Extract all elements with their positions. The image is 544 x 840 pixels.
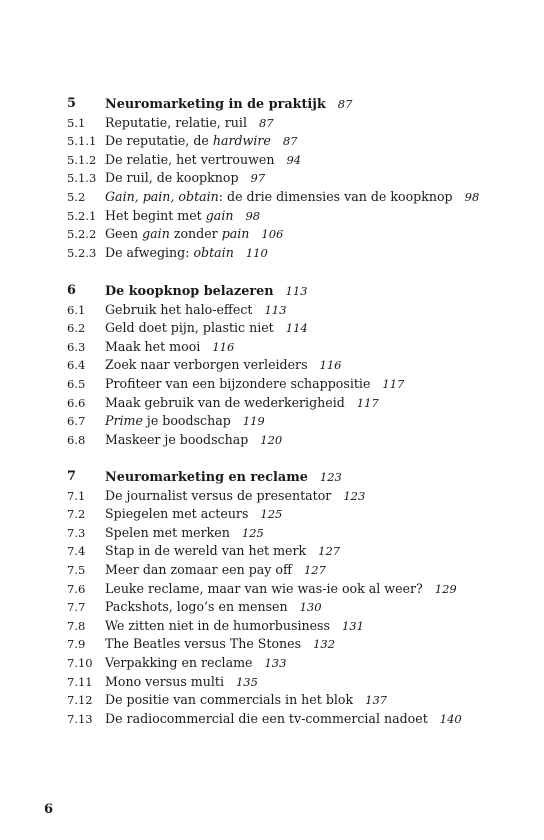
entry-number: 5.2 xyxy=(67,190,86,204)
entry-number: 6.8 xyxy=(67,432,86,447)
entry-title-part: Prime xyxy=(105,413,143,429)
entry-title xyxy=(105,673,258,691)
toc-entry xyxy=(0,580,544,598)
page-number: 6 xyxy=(44,802,54,817)
toc-entry xyxy=(0,412,544,430)
entry-title-part: Stap in de wereld van het merk xyxy=(105,543,307,559)
entry-page-number: 120 xyxy=(260,432,283,447)
entry-page-number: 97 xyxy=(250,171,266,186)
entry-title xyxy=(105,710,462,728)
entry-page-number: 87 xyxy=(258,115,274,130)
entry-title-part: De positie van commercials in het blok xyxy=(105,692,354,708)
entry-page-number: 87 xyxy=(282,134,298,149)
entry-number: 6.3 xyxy=(67,339,86,354)
entry-number: 7.9 xyxy=(67,637,86,652)
chapter-page-number: 123 xyxy=(319,470,342,484)
entry-title-part: gain xyxy=(142,226,170,242)
chapter-number: 7 xyxy=(67,469,76,484)
toc-entry xyxy=(0,617,544,635)
entry-title-part: De radiocommercial die een tv-commercial nadoet xyxy=(105,710,428,726)
toc-entry xyxy=(0,132,544,150)
entry-page-number: 140 xyxy=(439,711,462,726)
entry-number: 7.6 xyxy=(67,581,86,596)
entry-number: 5.1.3 xyxy=(67,171,97,186)
entry-title xyxy=(105,169,265,187)
entry-title-part: Packshots, logo’s en mensen xyxy=(105,599,288,615)
toc-entry xyxy=(0,356,544,374)
entry-page-number: 125 xyxy=(260,507,283,522)
chapter-heading xyxy=(0,282,544,300)
entry-title xyxy=(105,598,322,616)
toc-entry xyxy=(0,691,544,709)
entry-page-number: 130 xyxy=(299,600,322,615)
chapter-page-number: 113 xyxy=(285,284,308,298)
entry-title-part: De journalist versus de presentator xyxy=(105,487,332,503)
entry-title-part: Spelen met merken xyxy=(105,524,230,540)
entry-page-number: 131 xyxy=(341,618,364,633)
entry-title-part: Maskeer je boodschap xyxy=(105,431,249,447)
chapter-number: 6 xyxy=(67,283,76,298)
entry-title xyxy=(105,487,365,505)
entry-number: 6.5 xyxy=(67,377,86,391)
toc-entry xyxy=(0,338,544,356)
entry-page-number: 127 xyxy=(303,563,326,577)
entry-title xyxy=(105,301,286,319)
entry-number: 5.1.2 xyxy=(67,152,97,167)
chapter-title: Neuromarketing en reclame xyxy=(105,470,308,485)
chapter-title-line xyxy=(105,468,342,487)
entry-title-part: obtain xyxy=(193,244,234,260)
entry-title-part: We zitten niet in de humorbusiness xyxy=(105,617,330,633)
entry-title-part: Geld doet pijn, plastic niet xyxy=(105,320,274,336)
entry-title xyxy=(105,635,335,653)
entry-title xyxy=(105,319,308,337)
entry-title-part: : de drie dimensies van de koopknop xyxy=(218,189,453,204)
toc-entry xyxy=(0,673,544,691)
entry-title xyxy=(105,132,297,150)
entry-page-number: 110 xyxy=(245,245,268,260)
entry-page-number: 119 xyxy=(242,414,265,429)
entry-number: 5.1.1 xyxy=(67,134,97,149)
entry-title-part: Profiteer van een bijzondere schappositie xyxy=(105,376,371,391)
entry-page-number: 135 xyxy=(235,674,258,689)
entry-number: 7.3 xyxy=(67,525,86,540)
entry-number: 6.7 xyxy=(67,414,86,429)
toc-entry xyxy=(0,561,544,579)
chapter-title-line xyxy=(105,282,307,301)
entry-title-part: Maak het mooi xyxy=(105,338,201,354)
toc-entry xyxy=(0,319,544,337)
entry-title xyxy=(105,580,457,598)
toc-entry xyxy=(0,505,544,523)
entry-number: 6.6 xyxy=(67,395,86,410)
toc-entry xyxy=(0,654,544,672)
entry-title xyxy=(105,542,340,560)
entry-page-number: 116 xyxy=(212,339,235,354)
chapter-heading xyxy=(0,95,544,113)
toc-entry xyxy=(0,207,544,225)
entry-page-number: 94 xyxy=(286,152,302,167)
entry-title xyxy=(105,431,282,449)
entry-title-part: Mono versus multi xyxy=(105,673,224,689)
entry-title xyxy=(105,188,479,206)
toc-entry xyxy=(0,635,544,653)
entry-page-number: 127 xyxy=(318,544,341,559)
entry-number: 7.1 xyxy=(67,488,86,503)
entry-title xyxy=(105,151,301,169)
entry-number: 7.13 xyxy=(67,711,93,726)
entry-title-part: Zoek naar verborgen verleiders xyxy=(105,357,308,373)
entry-page-number: 137 xyxy=(365,693,388,708)
entry-number: 6.2 xyxy=(67,321,86,336)
entry-title-part: hardwire xyxy=(212,133,271,149)
chapter-number: 5 xyxy=(67,96,76,111)
entry-page-number: 98 xyxy=(245,208,261,223)
toc-entry xyxy=(0,169,544,187)
entry-title-part: Gebruik het halo-effect xyxy=(105,301,253,317)
entry-title xyxy=(105,617,364,635)
entry-title xyxy=(105,338,234,356)
entry-number: 7.7 xyxy=(67,600,86,615)
toc-entry xyxy=(0,431,544,449)
entry-number: 5.2.1 xyxy=(67,208,97,223)
entry-title-part: zonder xyxy=(169,226,222,242)
toc-entry xyxy=(0,375,544,393)
entry-title-part: gain xyxy=(205,207,234,223)
entry-title xyxy=(105,691,387,709)
entry-title-part: Meer dan zomaar een pay off xyxy=(105,562,292,577)
entry-title-part: Maak gebruik van de wederkerigheid xyxy=(105,394,345,410)
entry-page-number: 106 xyxy=(261,227,284,242)
entry-title-part: De reputatie, de xyxy=(105,133,213,149)
entry-title-part: je boodschap xyxy=(142,413,231,429)
entry-title xyxy=(105,244,268,262)
toc-entry xyxy=(0,188,544,206)
entry-title-part: Leuke reclame, maar van wie was-ie ook al weer? xyxy=(105,580,423,596)
entry-page-number: 133 xyxy=(264,656,287,670)
entry-title xyxy=(105,207,260,225)
toc-entry xyxy=(0,542,544,560)
entry-title-part: Spiegelen met acteurs xyxy=(105,506,249,522)
chapter-title-line xyxy=(105,95,352,114)
entry-number: 7.8 xyxy=(67,618,86,633)
entry-title-part: Het begint met xyxy=(105,207,206,223)
entry-page-number: 132 xyxy=(313,637,336,652)
entry-number: 7.12 xyxy=(67,693,93,708)
entry-page-number: 117 xyxy=(356,395,379,410)
entry-title-part: De ruil, de koopknop xyxy=(105,170,239,186)
entry-title xyxy=(105,225,283,243)
toc-entry xyxy=(0,524,544,542)
entry-number: 7.4 xyxy=(67,544,86,559)
toc-entry xyxy=(0,225,544,243)
entry-title-part: Geen xyxy=(105,226,143,242)
chapter-title: De koopknop belazeren xyxy=(105,284,274,299)
entry-title-part: Verpakking en reclame xyxy=(105,655,253,670)
entry-number: 7.2 xyxy=(67,507,86,522)
entry-page-number: 113 xyxy=(264,302,287,317)
entry-title xyxy=(105,412,265,430)
toc-entry xyxy=(0,710,544,728)
entry-page-number: 116 xyxy=(319,358,342,373)
toc-entry xyxy=(0,114,544,132)
entry-title xyxy=(105,394,379,412)
entry-number: 6.4 xyxy=(67,358,86,373)
entry-title xyxy=(105,375,404,393)
entry-number: 5.2.3 xyxy=(67,245,97,260)
toc-entry xyxy=(0,301,544,319)
entry-number: 6.1 xyxy=(67,302,86,317)
entry-page-number: 117 xyxy=(382,377,405,391)
toc-entry xyxy=(0,151,544,169)
toc-entry xyxy=(0,598,544,616)
entry-title xyxy=(105,356,342,374)
entry-number: 7.10 xyxy=(67,656,93,670)
entry-title xyxy=(105,114,274,132)
chapter-heading xyxy=(0,468,544,486)
entry-page-number: 98 xyxy=(464,190,480,204)
entry-number: 5.2.2 xyxy=(67,227,97,242)
entry-number: 7.5 xyxy=(67,563,86,577)
toc-entry xyxy=(0,244,544,262)
entry-title xyxy=(105,505,282,523)
entry-title xyxy=(105,654,286,672)
entry-title-part: De afweging: xyxy=(105,244,194,260)
entry-page-number: 125 xyxy=(241,525,264,540)
toc-entry xyxy=(0,394,544,412)
chapter-title: Neuromarketing in de praktijk xyxy=(105,97,326,112)
entry-page-number: 123 xyxy=(343,488,366,503)
chapter-page-number: 87 xyxy=(337,97,353,111)
entry-page-number: 129 xyxy=(434,581,457,596)
entry-title-part: The Beatles versus The Stones xyxy=(105,636,302,652)
entry-title-part: De relatie, het vertrouwen xyxy=(105,151,275,167)
entry-title-part: pain xyxy=(221,226,250,242)
entry-number: 7.11 xyxy=(67,674,93,689)
entry-number: 5.1 xyxy=(67,115,86,130)
entry-title-part: Reputatie, relatie, ruil xyxy=(105,114,247,130)
entry-page-number: 114 xyxy=(285,321,308,336)
entry-title xyxy=(105,524,264,542)
entry-title xyxy=(105,561,326,579)
entry-title-part: Gain, pain, obtain xyxy=(105,189,219,204)
toc-entry xyxy=(0,487,544,505)
